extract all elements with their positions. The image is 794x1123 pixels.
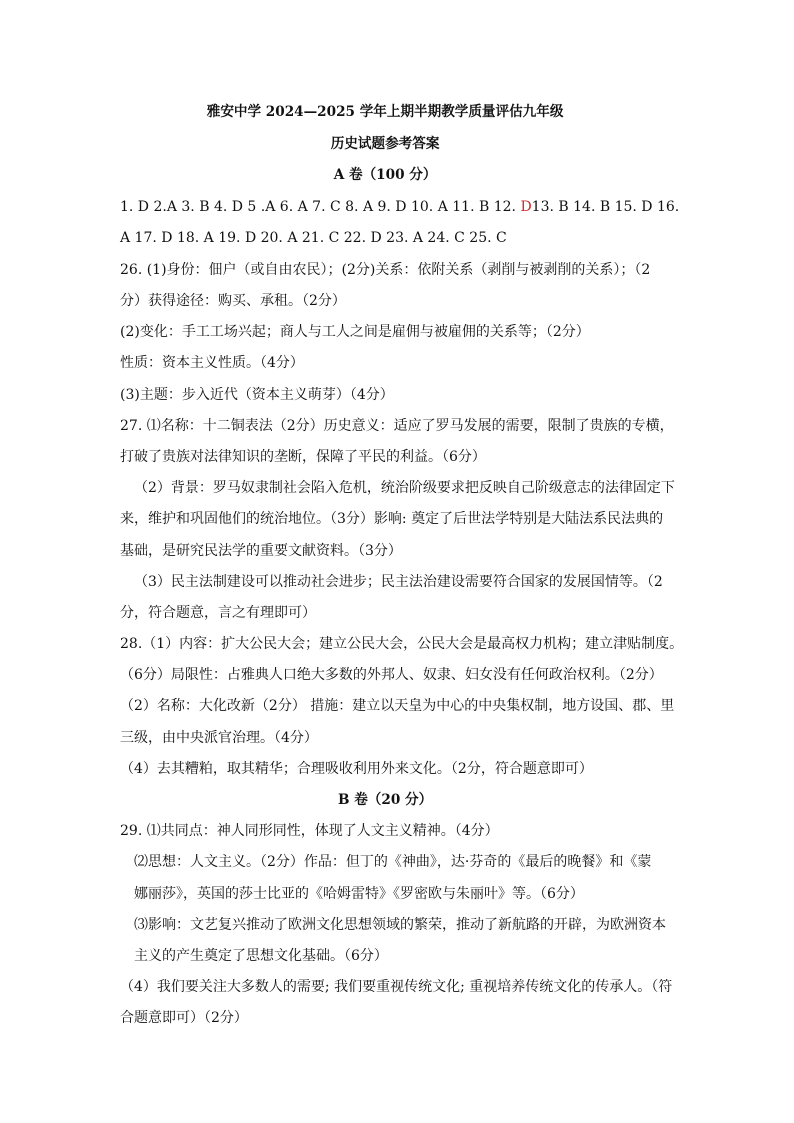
q28-line-2: （6分）局限性：占雅典人口绝大多数的外邦人、奴隶、妇女没有任何政治权利。（2分）: [120, 667, 663, 683]
answers-13-to-16: 13. B 14. B 15. D 16.: [531, 199, 680, 215]
q27-line-5: 基础，是研究民法学的重要文献资料。（3分）: [120, 543, 402, 559]
q29-line-6: （4）我们要关注大多数人的需要; 我们要重视传统文化; 重视培养传统文化的传承人。（符: [120, 979, 673, 995]
q26-line-3: (2)变化：手工工场兴起；商人与工人之间是雇佣与被雇佣的关系等；（2分）: [120, 324, 590, 340]
section-a-heading: A 卷（100 分）: [333, 167, 437, 183]
document-subtitle: 历史试题参考答案: [330, 136, 440, 152]
q28-line-4: 三级，由中央派官治理。（4分）: [120, 730, 318, 746]
q29-line-5: 主义的产生奠定了思想文化基础。（6分）: [134, 948, 388, 964]
q29-line-7: 合题意即可）（2分）: [120, 1010, 248, 1026]
q27-line-7: 分，符合题意，言之有理即可）: [120, 605, 316, 621]
q27-line-6: （3）民主法制建设可以推动社会进步；民主法治建设需要符合国家的发展国情等。（2: [134, 574, 663, 590]
q29-line-4: ⑶影响：文艺复兴推动了欧洲文化思想领域的繁荣，推动了新航路的开辟，为欧洲资本: [134, 917, 666, 933]
q27-line-4: 来，维护和巩固他们的统治地位。（3分）影响: 奠定了后世法学特别是大陆法系民法典的: [120, 511, 664, 527]
answer-12-highlight: D: [520, 199, 532, 215]
q26-line-5: (3)主题：步入近代（资本主义萌芽）（4分）: [120, 387, 394, 403]
q27-line-2: 打破了贵族对法律知识的垄断，保障了平民的利益。（6分）: [120, 449, 486, 465]
q27-line-1: 27. ⑴名称：十二铜表法（2分）历史意义：适应了罗马发展的需要，限制了贵族的专横，: [120, 418, 674, 434]
multiple-choice-answers-line-1: [120, 198, 679, 216]
answers-1-to-12: 1. D 2.A 3. B 4. D 5 .A 6. A 7. C 8. A 9. D 10. A 11. B 12.: [120, 199, 521, 215]
q29-line-2: ⑵思想：人文主义。（2分）作品：但丁的《神曲》，达·芬奇的《最后的晚餐》和《蒙: [134, 854, 652, 870]
section-b-heading: B 卷（20 分）: [337, 792, 433, 808]
q28-line-5: （4）去其糟粕，取其精华；合理吸收利用外来文化。（2分，符合题意即可）: [120, 761, 593, 777]
q28-line-3: （2）名称：大化改新（2分） 措施：建立以天皇为中心的中央集权制，地方设国、郡、里: [120, 698, 675, 714]
multiple-choice-answers-line-2: A 17. D 18. A 19. D 20. A 21. C 22. D 23. A 24. C 25. C: [120, 230, 507, 246]
q26-line-1: 26. (1)身份：佃户（或自由农民）；(2分)关系：依附关系（剥削与被剥削的关系）；（2: [120, 262, 651, 278]
q26-line-2: 分）获得途径：购买、承租。（2分）: [120, 293, 346, 309]
document-title: 雅安中学 2024—2025 学年上期半期教学质量评估九年级: [206, 104, 564, 120]
q29-line-1: 29. ⑴共同点：神人同形同性，体现了人文主义精神。（4分）: [120, 823, 499, 839]
q29-line-3: 娜丽莎》，英国的莎士比亚的《哈姆雷特》《罗密欧与朱丽叶》等。（6分）: [134, 886, 584, 902]
q28-line-1: 28.（1）内容：扩大公民大会；建立公民大会，公民大会是最高权力机构；建立津贴制度。: [120, 636, 684, 652]
q27-line-3: （2）背景：罗马奴隶制社会陷入危机，统治阶级要求把反映自己阶级意志的法律固定下: [134, 480, 675, 496]
q26-line-4: 性质：资本主义性质。（4分）: [120, 355, 304, 371]
